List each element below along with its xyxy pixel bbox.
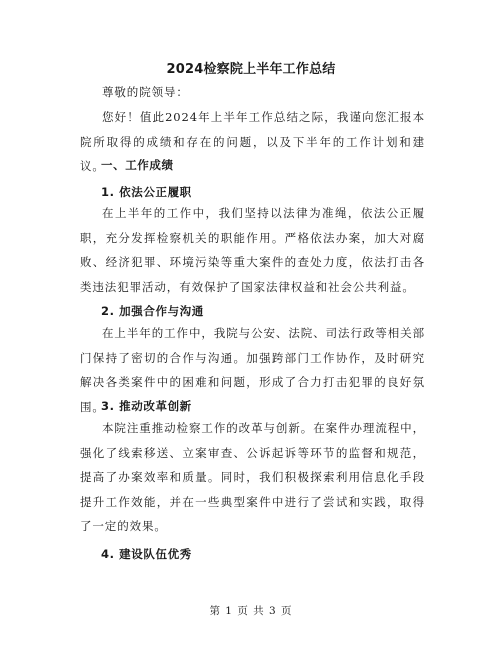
- section-heading-achievements: 一、工作成绩: [101, 158, 174, 172]
- salutation-line: 尊敬的院领导：: [102, 85, 189, 99]
- subheading-fair-duty: 1. 依法公正履职: [101, 185, 192, 199]
- salutation-text: [80, 80, 425, 105]
- paragraph-reform: 本院注重推动检察工作的改革与创新。在案件办理流程中，强化了线索移送、立案审查、公诉起诉等环节的监督和规范，提高了办案效率和质量。同时，我们积极探索利用信息化手段提升工作效能，并在一些典型案件中进行了尝试和实践，取得了一定的效果。: [80, 421, 425, 534]
- paragraph-cooperation: 在上半年的工作中，我院与公安、法院、司法行政等相关部门保持了密切的合作与沟通。加强跨部门工作协作，及时研究解决各类案件中的困难和问题，形成了合力打击犯罪的良好氛围。: [80, 326, 425, 414]
- intro-paragraph: 您好！值此2024年上半年工作总结之际，我谨向您汇报本院所取得的成绩和存在的问题，以及下半年的工作计划和建议。: [80, 110, 425, 174]
- subheading-team-building: 4. 建设队伍优秀: [101, 547, 192, 561]
- subheading-cooperation: 2. 加强合作与沟通: [101, 304, 204, 318]
- page-number-footer: 第 1 页 共 3 页: [209, 605, 293, 617]
- paragraph-fair-duty: 在上半年的工作中，我们坚持以法律为准绳，依法公正履职，充分发挥检察机关的职能作用。严格依法办案，加大对腐败、经济犯罪、环境污染等重大案件的查处力度，依法打击各类违法犯罪活动，有效保护了国家法律权益和社会公共利益。: [80, 206, 425, 294]
- subheading-reform: 3. 推动改革创新: [101, 399, 192, 413]
- document-title: 2024检察院上半年工作总结: [166, 62, 336, 77]
